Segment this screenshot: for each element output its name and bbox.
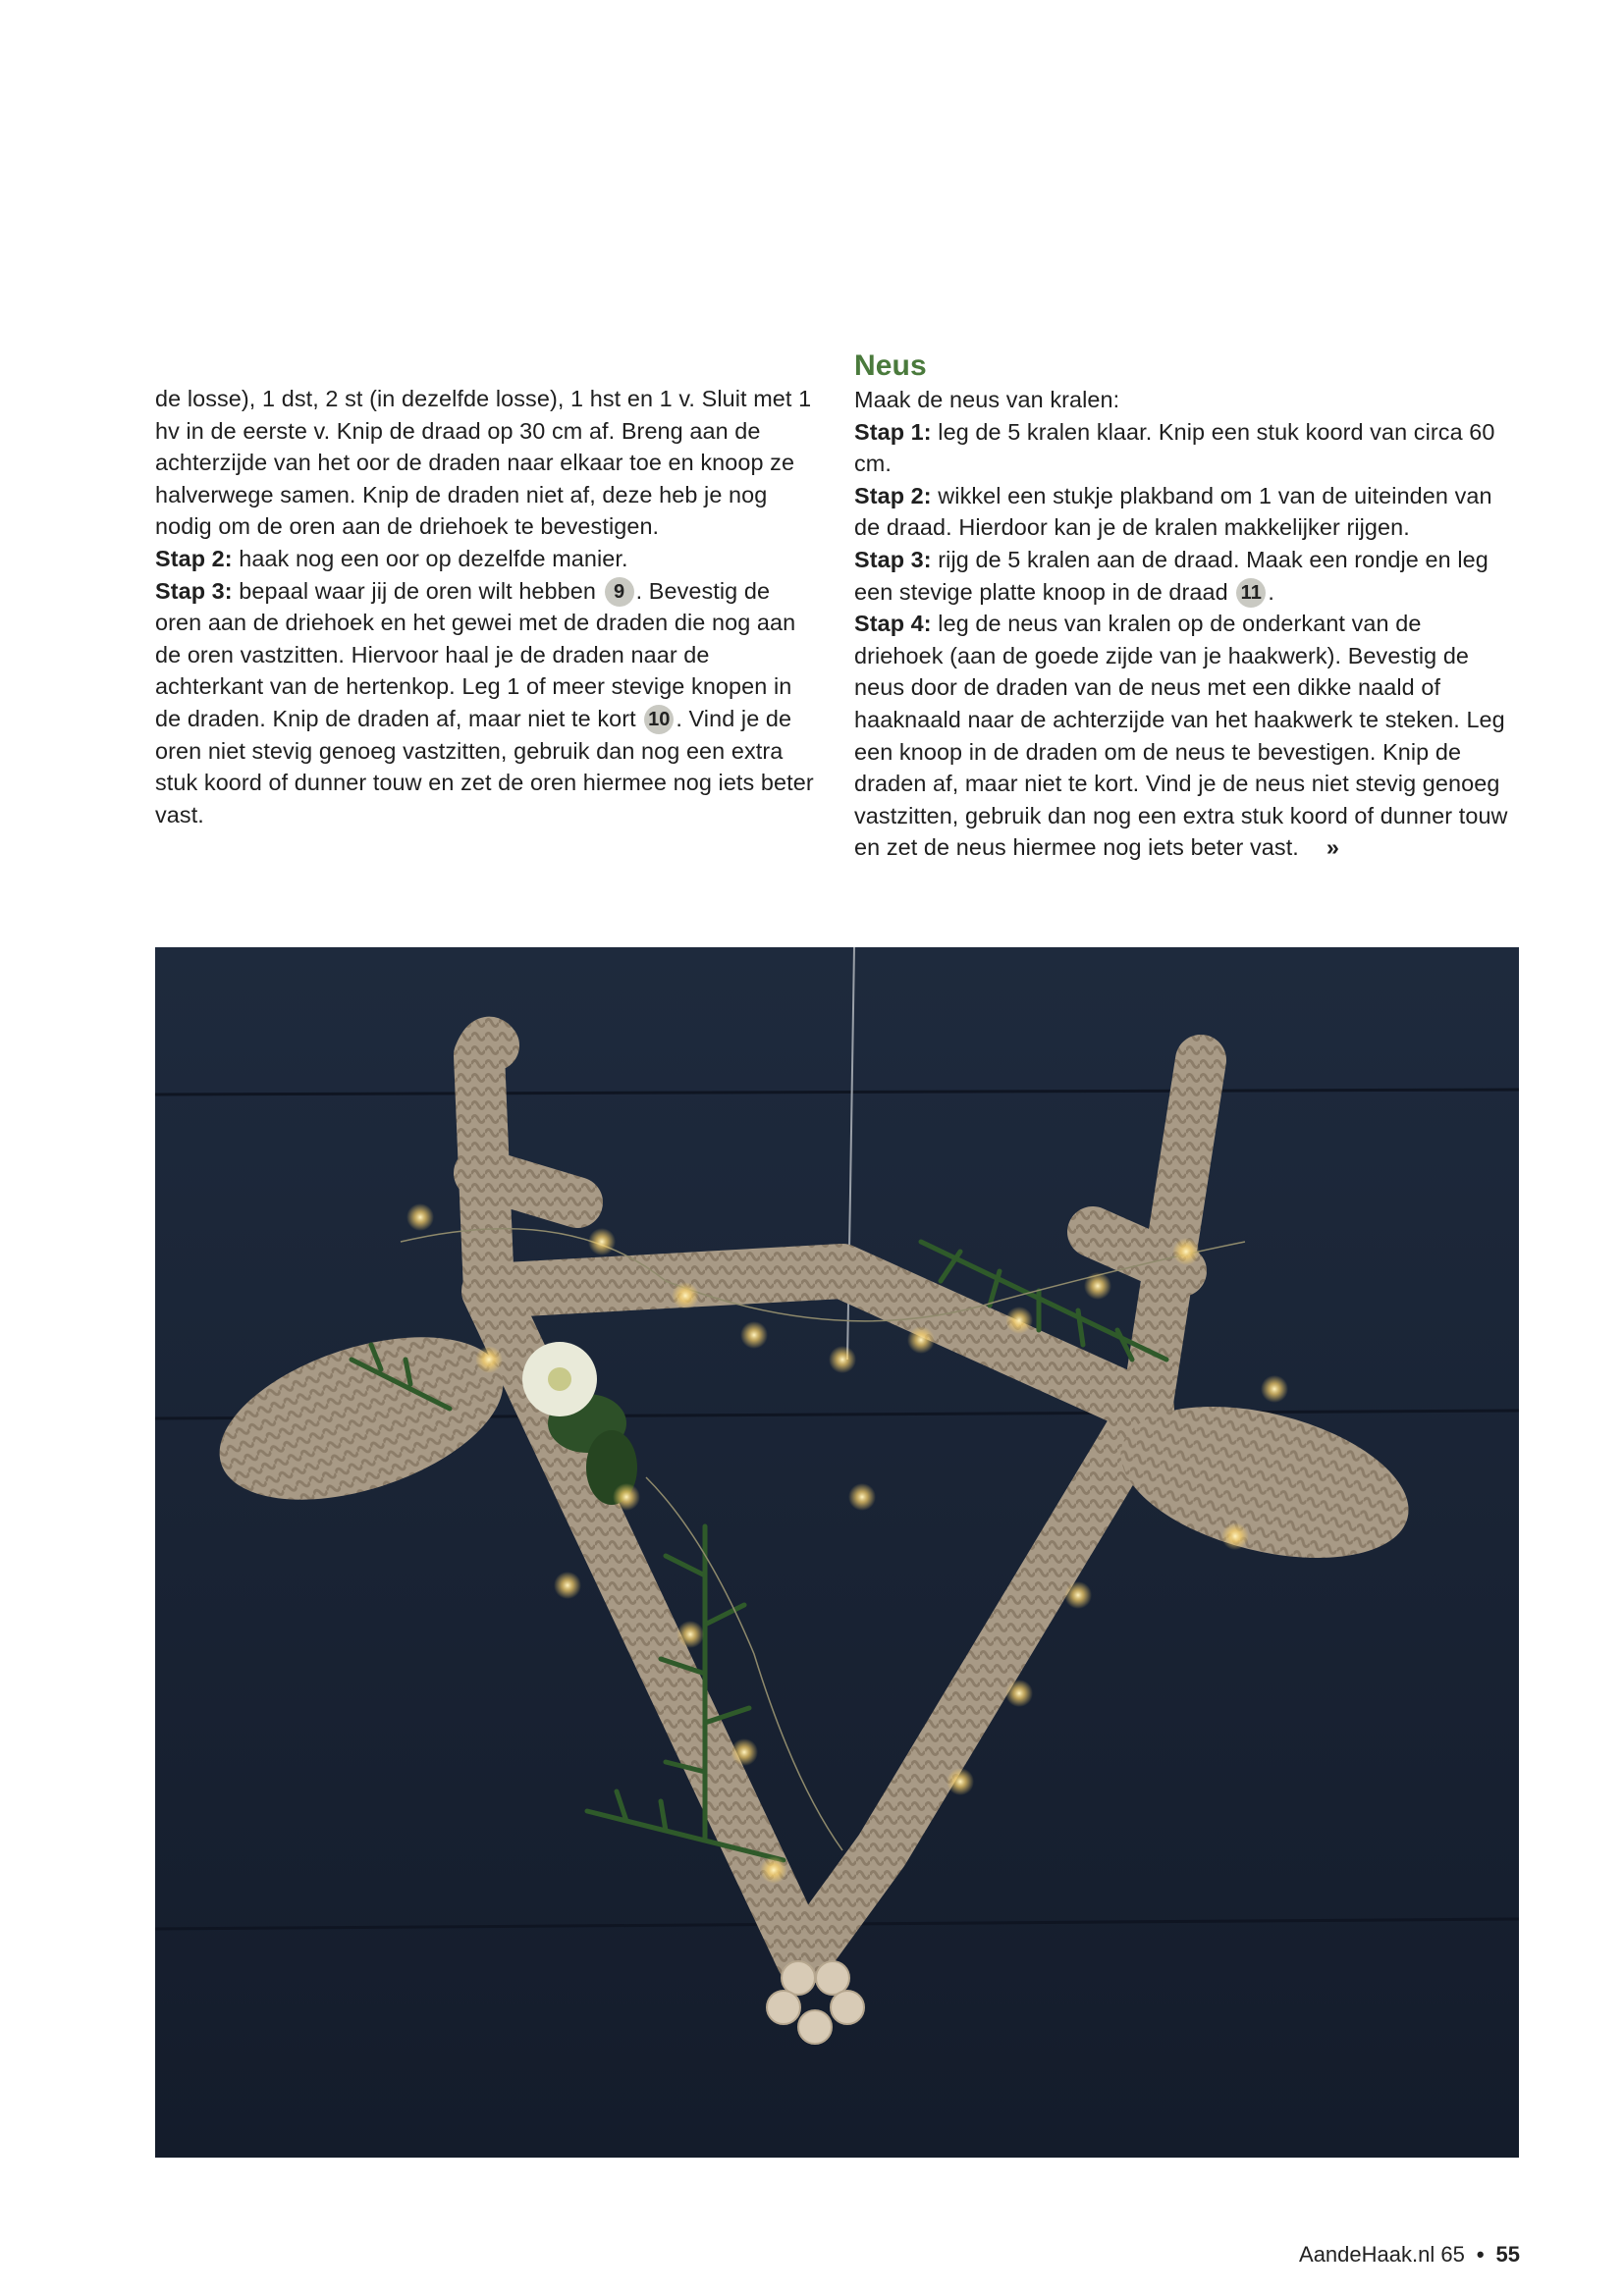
paragraph-ear-finishing bbox=[155, 383, 815, 543]
step3-label: Stap 3: bbox=[155, 577, 233, 604]
page-footer bbox=[1299, 2242, 1520, 2268]
step-badge-10: 10 bbox=[644, 705, 674, 734]
nose-step3-text-b: . bbox=[1268, 578, 1274, 605]
step3-text-b: . Bevestig de oren aan de driehoek en het gewei met de draden die nog aan de oren vastzitten. Hiervoor haal je de draden naar de achterkant van de hertenkop. Leg 1 of meer stevige knopen in de draden. Knip de draden af, maar niet te kort bbox=[155, 577, 796, 731]
nose-intro: Maak de neus van kralen: bbox=[854, 387, 1120, 412]
paragraph-nose-step3 bbox=[854, 544, 1514, 608]
ear-finishing-text: de losse), 1 dst, 2 st (in dezelfde losse), 1 hst en 1 v. Sluit met 1 hv in de eerste v. Knip de draad op 30 cm af. Breng aan de achterzijde van het oor de draden naar elkaar toe en knoop ze halverwege samen. Knip de draden niet af, deze heb je nog nodig om de oren aan de driehoek te bevestigen. bbox=[155, 386, 812, 540]
nose-step1-label: Stap 1: bbox=[854, 418, 932, 445]
nose-step2-text: wikkel een stukje plakband om 1 van de uiteinden van de draad. Hierdoor kan je de kralen makkelijker rijgen. bbox=[854, 482, 1492, 541]
step3-text-c: . Vind je de oren niet stevig genoeg vastzitten, gebruik dan nog een extra stuk koord of dunner touw en zet de oren hiermee nog iets beter vast. bbox=[155, 705, 814, 828]
step2-text: haak nog een oor op dezelfde manier. bbox=[232, 545, 628, 571]
footer-separator: • bbox=[1476, 2242, 1485, 2267]
footer-magazine-name: AandeHaak.nl 65 bbox=[1299, 2242, 1465, 2267]
nose-step1-text: leg de 5 kralen klaar. Knip een stuk koord van circa 60 cm. bbox=[854, 418, 1495, 477]
nose-step4-text: leg de neus van kralen op de onderkant van de driehoek (aan de goede zijde van je haakwerk). Bevestig de neus door de draden van de neus met een dikke naald of haaknaald naar de achterzijde van het haakwerk te steken. Leg een knoop in de draden om de neus te bevestigen. Knip de draden af, maar niet te kort. Vind je de neus niet stevig genoeg vastzitten, gebruik dan nog een extra stuk koord of dunner touw en zet de neus hiermee nog iets beter vast. bbox=[854, 611, 1508, 861]
step2-label: Stap 2: bbox=[155, 545, 233, 571]
paragraph-step3-ears bbox=[155, 575, 815, 831]
step-badge-9: 9 bbox=[605, 577, 634, 607]
step3-text-a: bepaal waar jij de oren wilt hebben bbox=[232, 577, 603, 604]
nose-step4-label: Stap 4: bbox=[854, 611, 932, 637]
nose-step3-label: Stap 3: bbox=[854, 546, 932, 572]
right-text-column bbox=[854, 348, 1514, 864]
paragraph-step2-ears bbox=[155, 543, 815, 575]
step-badge-11: 11 bbox=[1236, 578, 1266, 608]
left-text-column bbox=[155, 383, 815, 830]
continue-arrow-icon: » bbox=[1326, 834, 1339, 861]
section-heading-neus: Neus bbox=[854, 349, 927, 382]
footer-page-number: 55 bbox=[1495, 2242, 1520, 2267]
paragraph-nose-step1 bbox=[854, 416, 1514, 480]
paragraph-nose-step4 bbox=[854, 608, 1514, 864]
reindeer-wreath-photo bbox=[155, 947, 1519, 2158]
nose-step2-label: Stap 2: bbox=[854, 482, 932, 508]
nose-step3-text-a: rijg de 5 kralen aan de draad. Maak een rondje en leg een stevige platte knoop in de draad bbox=[854, 546, 1489, 605]
paragraph-nose-step2 bbox=[854, 480, 1514, 544]
